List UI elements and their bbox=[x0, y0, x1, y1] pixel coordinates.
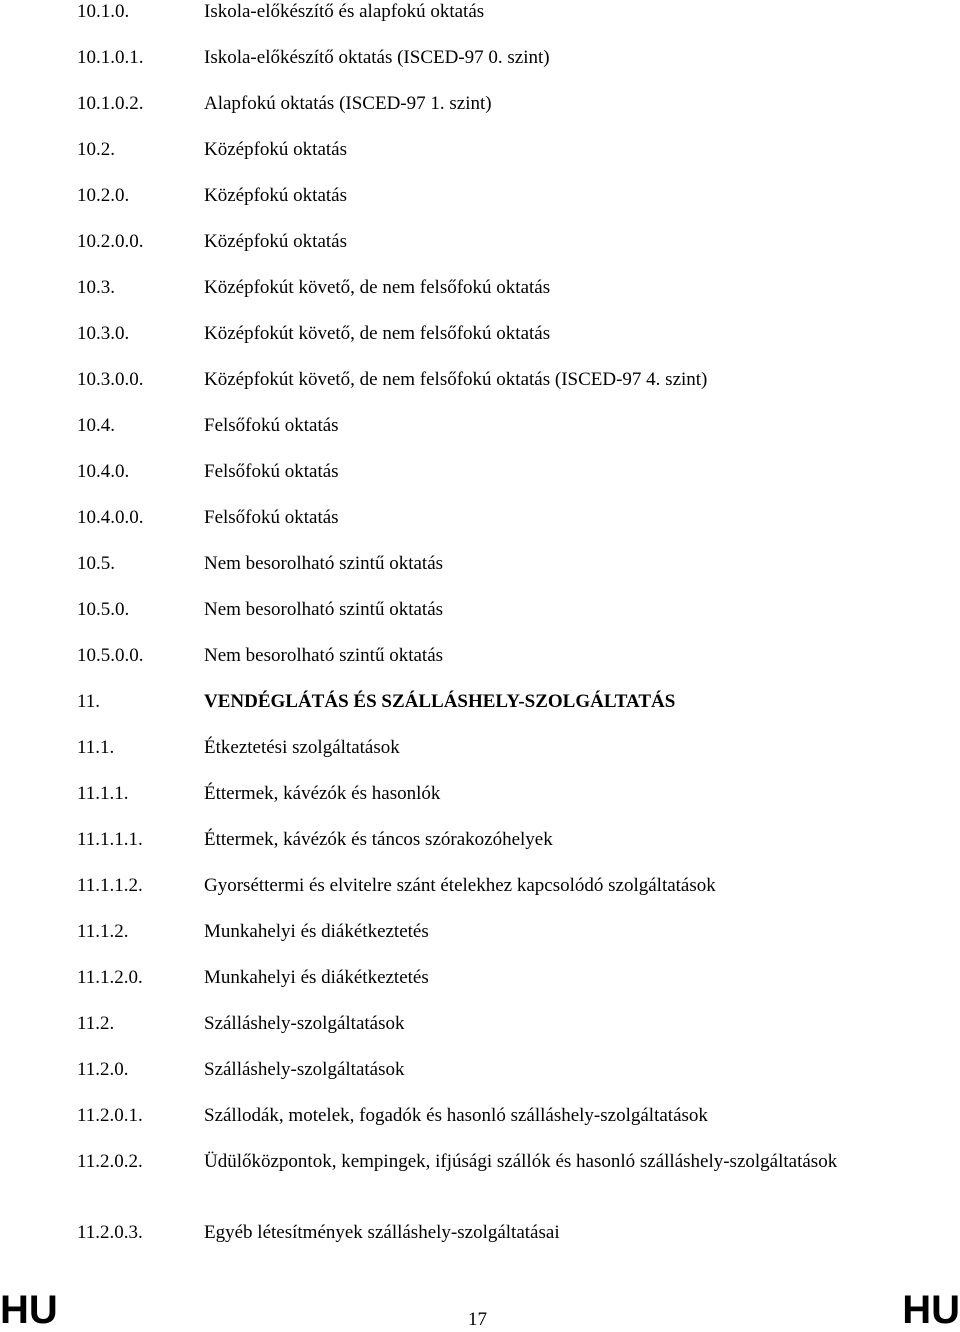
footer-country-code-left: HU bbox=[0, 1288, 58, 1332]
footer-country-code-right: HU bbox=[902, 1288, 960, 1332]
item-code: 10.3.0. bbox=[77, 323, 130, 344]
item-code: 10.4. bbox=[77, 415, 115, 436]
item-code: 10.5.0. bbox=[77, 599, 130, 620]
item-code: 10.5. bbox=[77, 553, 115, 574]
item-code: 10.2.0.0. bbox=[77, 231, 144, 252]
item-code: 11.1.2.0. bbox=[77, 967, 143, 988]
item-code: 11.1.1.1. bbox=[77, 829, 143, 850]
item-code: 10.3.0.0. bbox=[77, 369, 144, 390]
item-text: Iskola-előkészítő és alapfokú oktatás bbox=[204, 1, 485, 22]
item-text: Étkeztetési szolgáltatások bbox=[204, 737, 400, 758]
item-text: Felsőfokú oktatás bbox=[204, 415, 339, 436]
item-text: Alapfokú oktatás (ISCED-97 1. szint) bbox=[204, 93, 492, 114]
item-code: 10.4.0. bbox=[77, 461, 130, 482]
item-code: 11.2.0.3. bbox=[77, 1222, 143, 1243]
item-code: 10.1.0.1. bbox=[77, 47, 144, 68]
item-text: Középfokút követő, de nem felsőfokú oktatás bbox=[204, 277, 551, 298]
item-text: Szálláshely-szolgáltatások bbox=[204, 1013, 405, 1034]
item-text: Gyorséttermi és elvitelre szánt ételekhez kapcsolódó szolgáltatások bbox=[204, 875, 716, 896]
item-text: Középfokú oktatás bbox=[204, 139, 347, 160]
item-code: 11. bbox=[77, 691, 101, 712]
item-code: 11.2.0.1. bbox=[77, 1105, 143, 1126]
item-text: Éttermek, kávézók és táncos szórakozóhelyek bbox=[204, 829, 553, 850]
item-text: Középfokú oktatás bbox=[204, 231, 347, 252]
item-code: 11.2. bbox=[77, 1013, 115, 1034]
item-text: Éttermek, kávézók és hasonlók bbox=[204, 783, 441, 804]
item-code: 10.5.0.0. bbox=[77, 645, 144, 666]
item-code: 11.2.0. bbox=[77, 1059, 129, 1080]
item-code: 11.2.0.2. bbox=[77, 1151, 143, 1172]
item-code: 10.1.0. bbox=[77, 1, 130, 22]
item-text: Munkahelyi és diákétkeztetés bbox=[204, 967, 429, 988]
item-code: 10.2.0. bbox=[77, 185, 130, 206]
item-text: Nem besorolható szintű oktatás bbox=[204, 645, 444, 666]
item-code: 10.4.0.0. bbox=[77, 507, 144, 528]
item-text: Középfokút követő, de nem felsőfokú oktatás bbox=[204, 323, 551, 344]
item-text: Középfokú oktatás bbox=[204, 185, 347, 206]
item-text: Felsőfokú oktatás bbox=[204, 461, 339, 482]
item-text: Egyéb létesítmények szálláshely-szolgáltatásai bbox=[204, 1222, 560, 1243]
item-text: Nem besorolható szintű oktatás bbox=[204, 553, 444, 574]
page-number: 17 bbox=[468, 1309, 487, 1330]
item-code: 11.1. bbox=[77, 737, 115, 758]
item-text: Középfokút követő, de nem felsőfokú oktatás (ISCED-97 4. szint) bbox=[204, 369, 708, 390]
item-text: Üdülőközpontok, kempingek, ifjúsági szállók és hasonló szálláshely-szolgáltatások bbox=[204, 1151, 838, 1172]
item-code: 10.1.0.2. bbox=[77, 93, 144, 114]
item-text: Felsőfokú oktatás bbox=[204, 507, 339, 528]
item-code: 10.2. bbox=[77, 139, 115, 160]
section-title: VENDÉGLÁTÁS ÉS SZÁLLÁSHELY-SZOLGÁLTATÁS bbox=[204, 691, 676, 712]
item-text: Iskola-előkészítő oktatás (ISCED-97 0. szint) bbox=[204, 47, 550, 68]
item-code: 11.1.2. bbox=[77, 921, 129, 942]
item-code: 10.3. bbox=[77, 277, 115, 298]
item-text: Munkahelyi és diákétkeztetés bbox=[204, 921, 429, 942]
item-text: Nem besorolható szintű oktatás bbox=[204, 599, 444, 620]
item-code: 11.1.1. bbox=[77, 783, 129, 804]
item-code: 11.1.1.2. bbox=[77, 875, 143, 896]
item-text: Szálláshely-szolgáltatások bbox=[204, 1059, 405, 1080]
item-text: Szállodák, motelek, fogadók és hasonló szálláshely-szolgáltatások bbox=[204, 1105, 708, 1126]
